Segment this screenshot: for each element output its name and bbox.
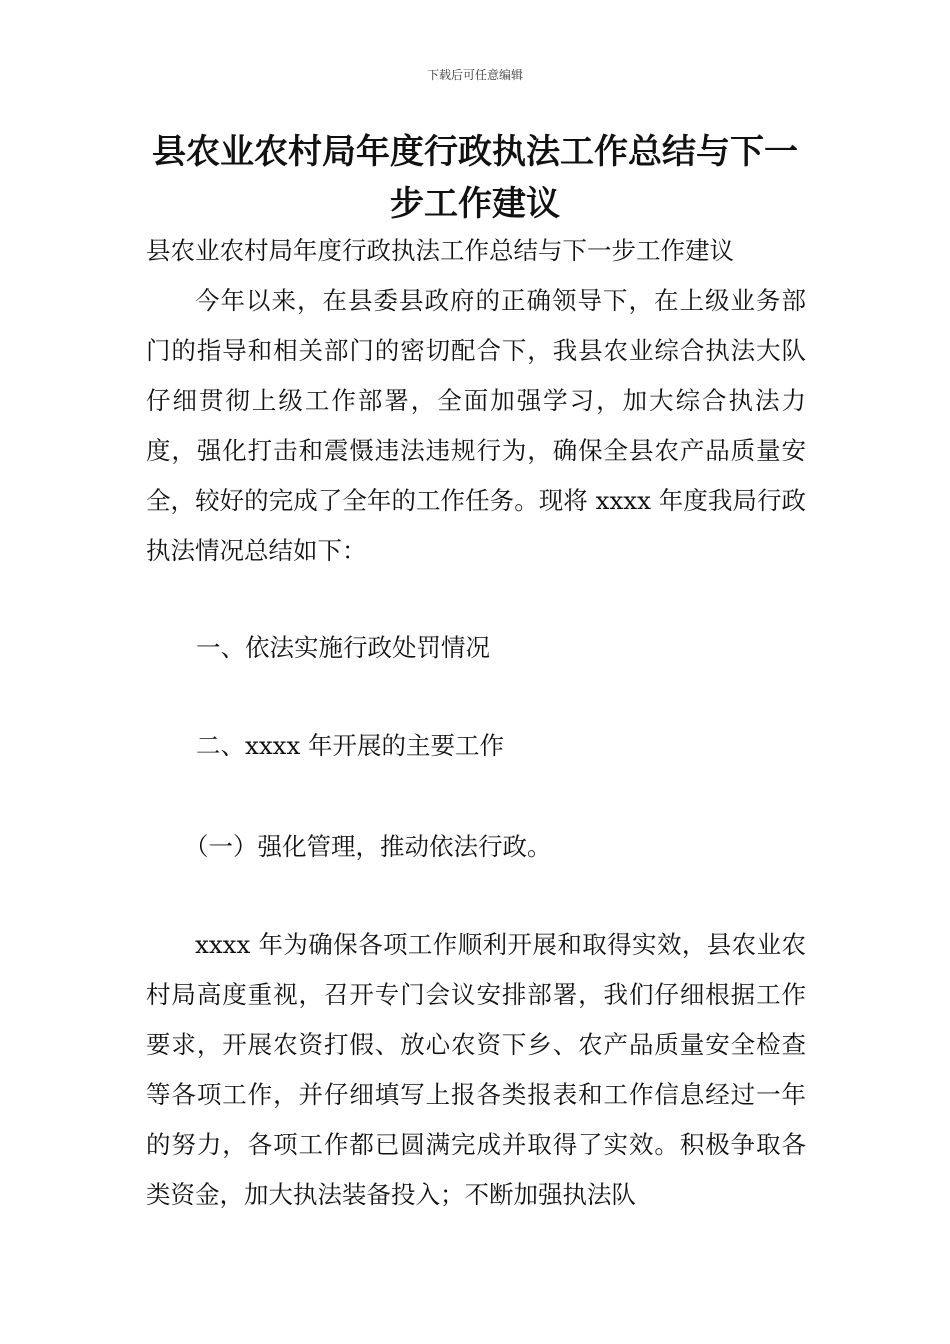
- section-heading-1: 一、依法实施行政处罚情况: [196, 633, 490, 662]
- header-note: 下载后可任意编辑: [426, 68, 523, 82]
- document-title: 县农业农村局年度行政执法工作总结与下一步工作建议: [152, 132, 798, 224]
- document-subtitle: 县农业农村局年度行政执法工作总结与下一步工作建议: [146, 236, 734, 265]
- section-heading-2: 二、xxxx 年开展的主要工作: [196, 731, 505, 760]
- body-paragraph-2: xxxx 年为确保各项工作顺利开展和取得实效，县农业农村局高度重视，召开专门会议安排部署，我们仔细根据工作要求，开展农资打假、放心农资下乡、农产品质量安全检查等各项工作，并仔细填写上报各类报表和工作信息经过一年的努力，各项工作都已圆满完成并取得了实效。积极争取各类资金，加大执法装备投入；不断加强执法队: [146, 930, 806, 1209]
- subsection-heading-1: （一）强化管理，推动依法行政。: [184, 832, 552, 861]
- intro-paragraph: 今年以来，在县委县政府的正确领导下，在上级业务部门的指导和相关部门的密切配合下，我县农业综合执法大队仔细贯彻上级工作部署，全面加强学习，加大综合执法力度，强化打击和震慑违法违规行为，确保全县农产品质量安全，较好的完成了全年的工作任务。现将 xxxx 年度我局行政执法情况总结如下：: [146, 286, 806, 565]
